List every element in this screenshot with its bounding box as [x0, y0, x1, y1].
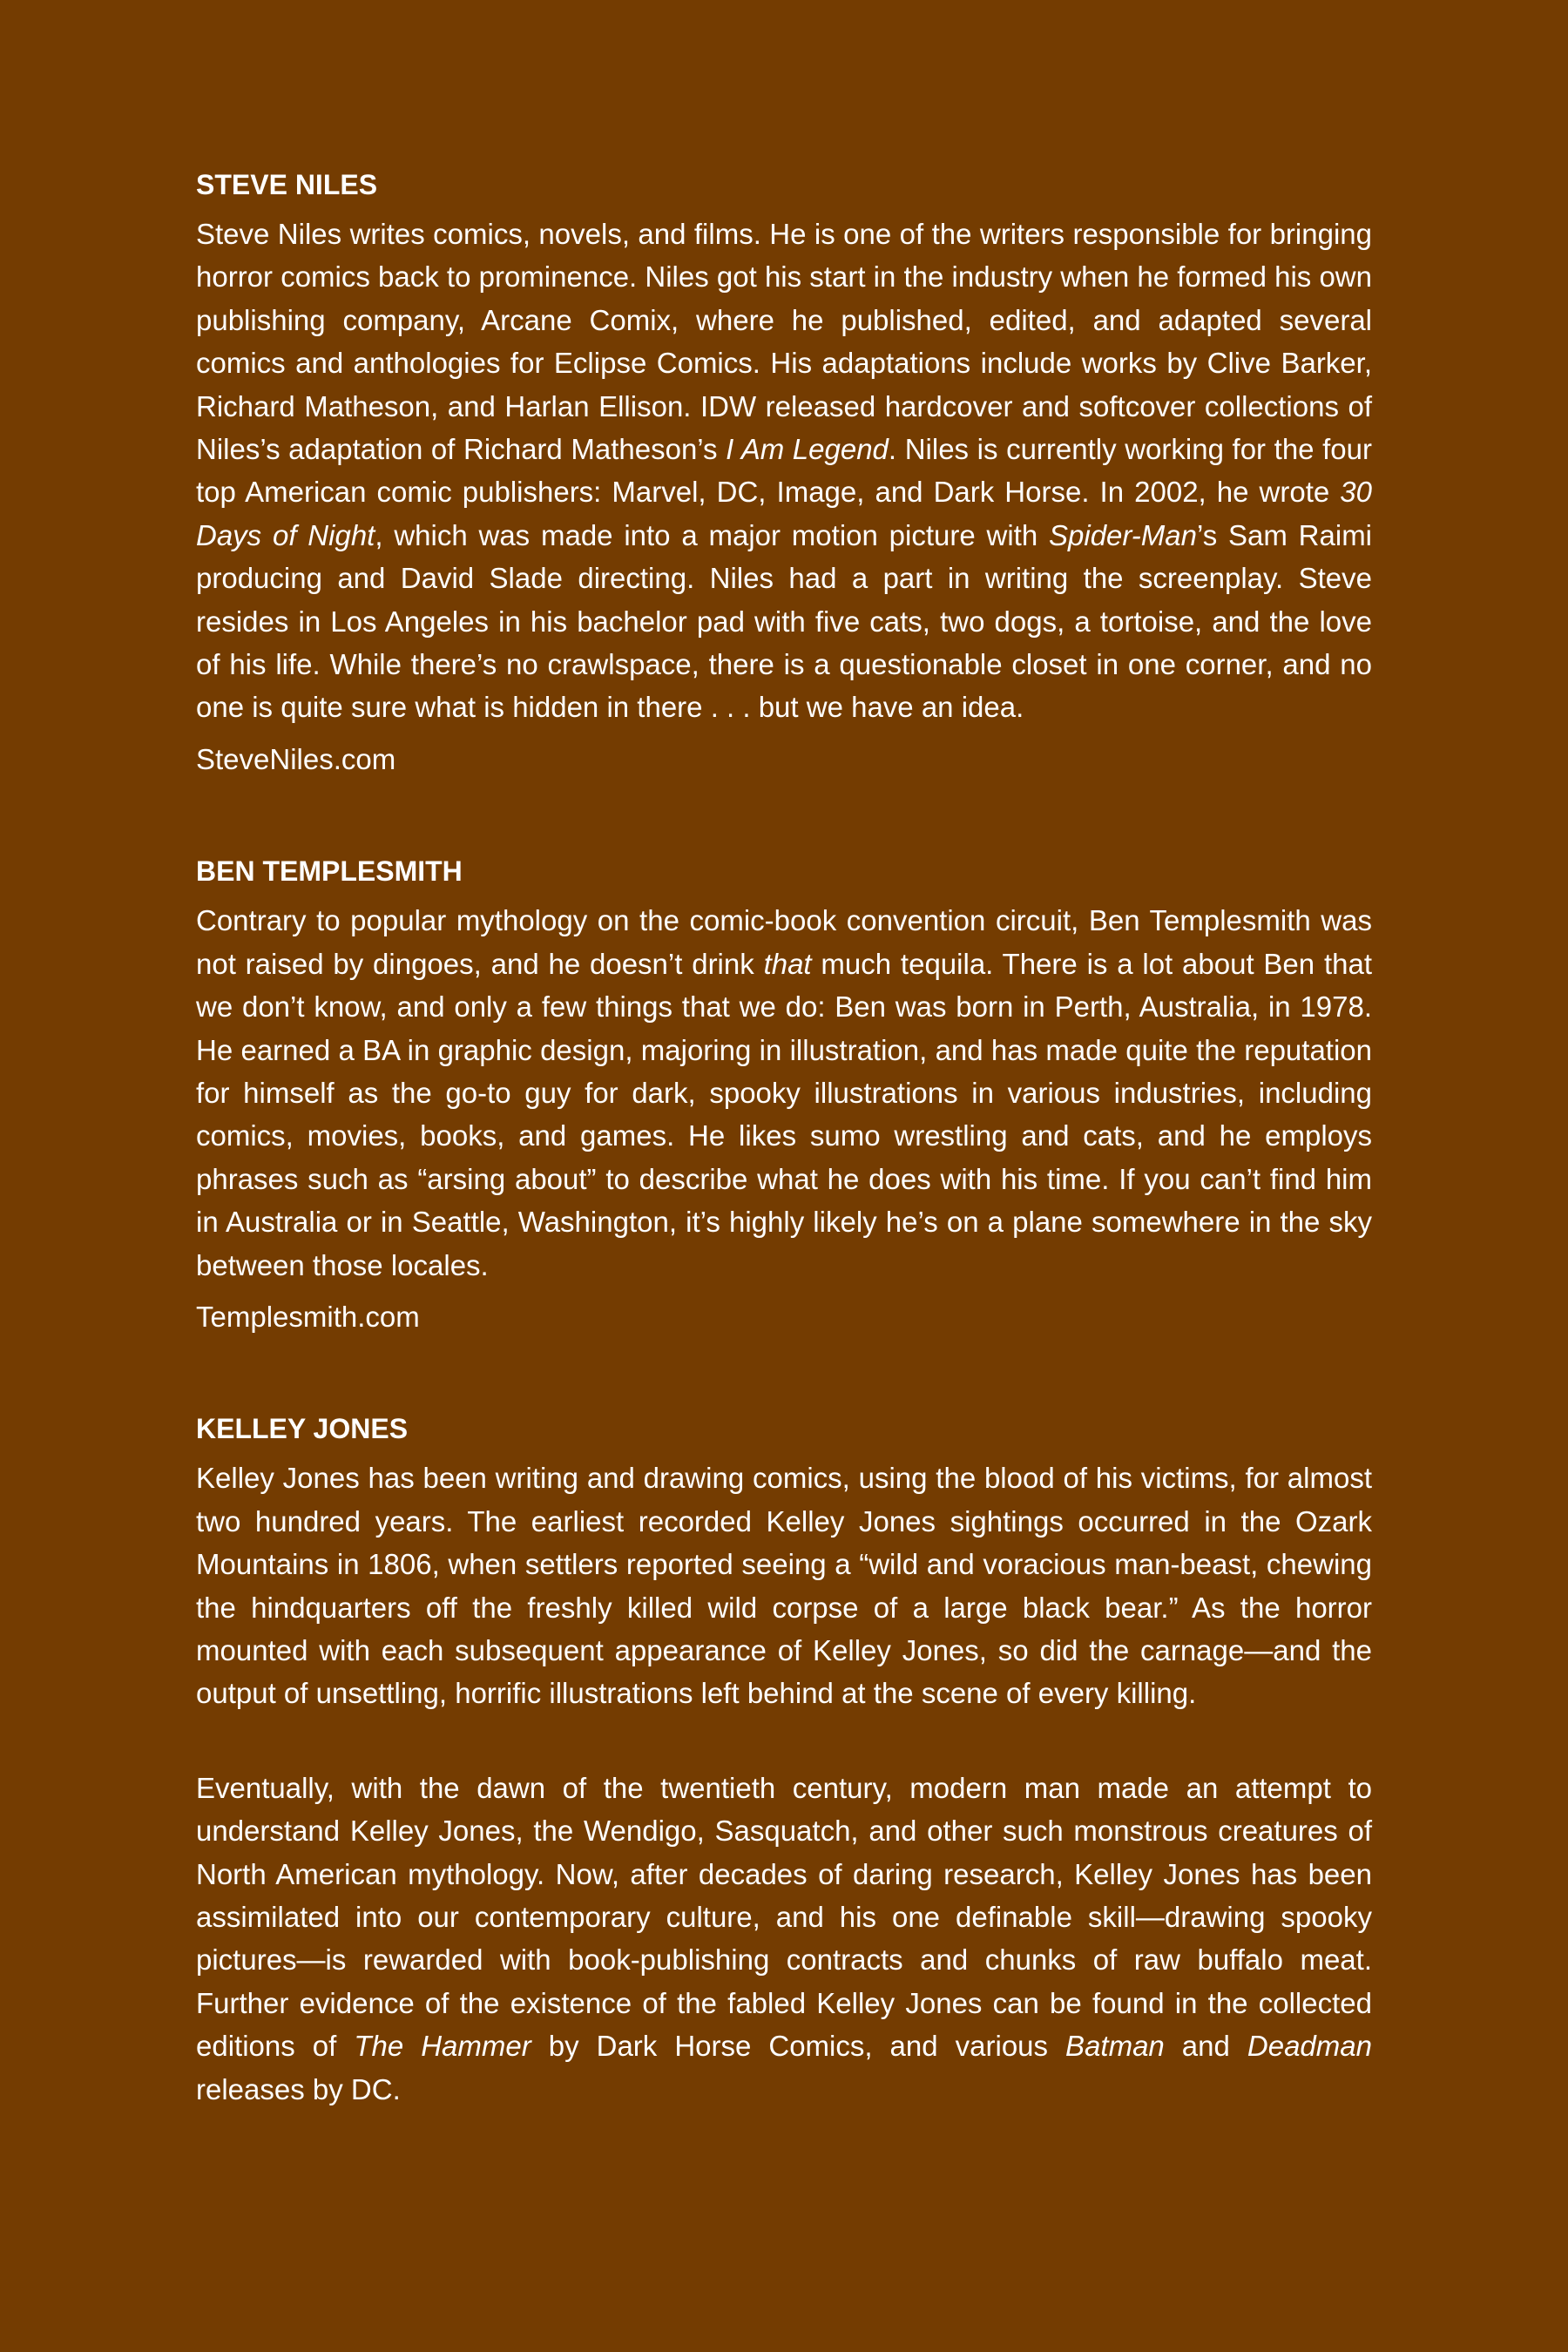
bio-kelley-jones	[196, 1409, 1372, 2111]
bio-steve-niles	[196, 166, 1372, 781]
bio-paragraph: Eventually, with the dawn of the twentieth century, modern man made an attempt to understand Kelley Jones, the Wendigo, Sasquatch, and other such monstrous creatures of North American mythology. Now, after decades of daring research, Kelley Jones has been assimilated into our contemporary culture, and his one definable skill—drawing spooky pictures—is rewarded with book-publishing contracts and chunks of raw buffalo meat. Further evidence of the existence of the fabled Kelley Jones can be found in the collected editions of The Hammer by Dark Horse Comics, and various Batman and Deadman releases by DC.	[196, 1771, 1372, 2105]
bio-paragraph: Contrary to popular mythology on the comic-book convention circuit, Ben Templesmith was not raised by dingoes, and he doesn’t drink that much tequila. There is a lot about Ben that we don’t know, and only a few things that we do: Ben was born in Perth, Australia, in 1978. He earned a BA in graphic design, majoring in illustration, and has made quite the reputation for himself as the go-to guy for dark, spooky illustrations in various industries, including comics, movies, books, and games. He likes sumo wrestling and cats, and he employs phrases such as “arsing about” to describe what he does with his time. If you can’t find him in Australia or in Seattle, Washington, it’s highly likely he’s on a plane somewhere in the sky between those locales.	[196, 904, 1372, 1281]
bio-website: Templesmith.com	[196, 1300, 420, 1333]
bio-paragraph: Steve Niles writes comics, novels, and films. He is one of the writers responsible for bringing horror comics back to prominence. Niles got his start in the industry when he formed his own publishing company, Arcane Comix, where he published, edited, and adapted several comics and anthologies for Eclipse Comics. His adaptations include works by Clive Barker, Richard Matheson, and Harlan Ellison. IDW released hardcover and softcover collections of Niles’s adaptation of Richard Matheson’s I Am Legend. Niles is currently working for the four top American comic publishers: Marvel, DC, Image, and Dark Horse. In 2002, he wrote 30 Days of Night, which was made into a major motion picture with Spider-Man’s Sam Raimi producing and David Slade directing. Niles had a part in writing the screenplay. Steve resides in Los Angeles in his bachelor pad with five cats, two dogs, a tortoise, and the love of his life. While there’s no crawlspace, there is a questionable closet in one corner, and no one is quite sure what is hidden in there . . . but we have an idea.	[196, 218, 1373, 724]
bio-ben-templesmith	[196, 852, 1372, 1338]
bio-name: STEVE NILES	[196, 169, 378, 200]
bio-website: SteveNiles.com	[196, 742, 396, 775]
bio-name: BEN TEMPLESMITH	[196, 855, 463, 888]
bio-paragraph: Kelley Jones has been writing and drawing comics, using the blood of his victims, for almost two hundred years. The earliest recorded Kelley Jones sightings occurred in the Ozark Mountains in 1806, when settlers reported seeing a “wild and voracious man-beast, chewing the hindquarters off the freshly killed wild corpse of a large black bear.” As the horror mounted with each subsequent appearance of Kelley Jones, so did the carnage—and the output of unsettling, horrific illustrations left behind at the scene of every killing.	[196, 1462, 1372, 1710]
bio-name: KELLEY JONES	[196, 1413, 409, 1445]
bios-page	[196, 166, 1372, 2111]
